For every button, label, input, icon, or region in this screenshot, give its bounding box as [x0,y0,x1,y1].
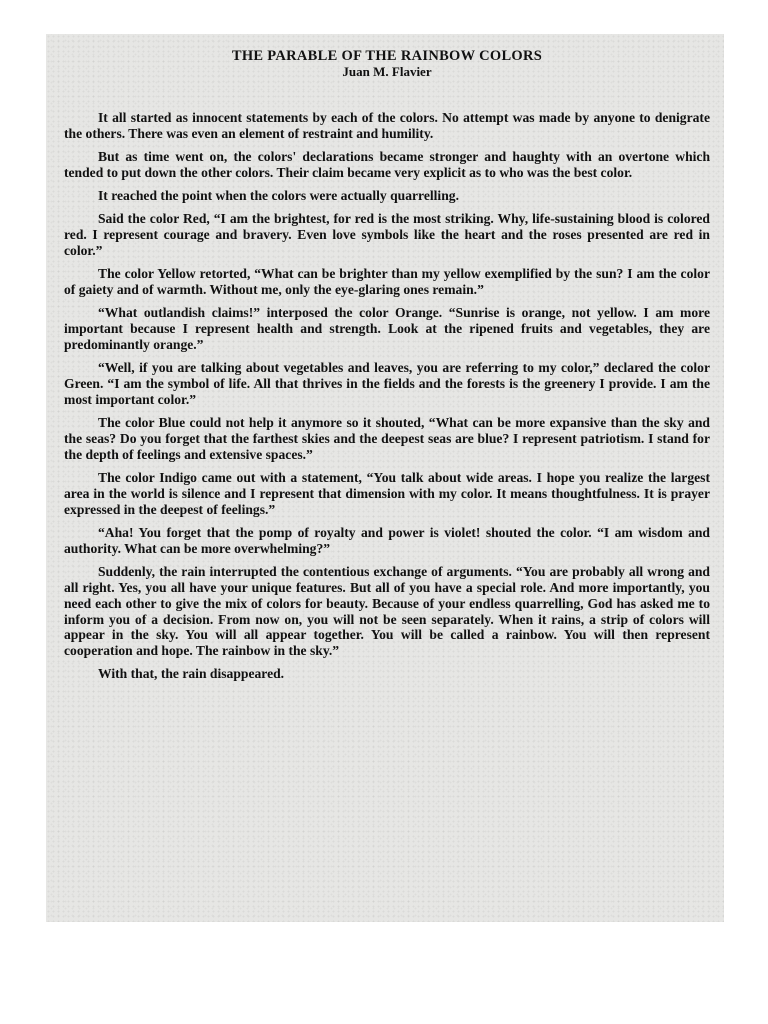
paragraph: The color Yellow retorted, “What can be brighter than my yellow exemplified by the sun? I am the color of gaiety and of warmth. Without me, only the eye-glaring ones remain.” [64,266,710,298]
paragraph: But as time went on, the colors' declarations became stronger and haughty with an overtone which tended to put down the other colors. Their claim became very explicit as to who was the best color. [64,149,710,180]
paragraph: Suddenly, the rain interrupted the contentious exchange of arguments. “You are probably all wrong and all right. Yes, you all have your unique features. But all of you have a special role. And more importantly, you need each other to give the mix of colors for beauty. Because of your endless quarrelling, God has asked me to inform you of a decision. From now on, you will not be seen separately. When it rains, a strip of colors will appear in the sky. You will all appear together. You will be called a rainbow. You will then represent cooperation and hope. The rainbow in the sky.” [64,564,710,659]
paragraph: “Aha! You forget that the pomp of royalty and power is violet! shouted the color. “I am wisdom and authority. What can be more overwhelming?” [64,525,710,556]
document-author: Juan M. Flavier [342,64,432,79]
paragraph: It reached the point when the colors were actually quarrelling. [98,188,459,204]
paragraph: It all started as innocent statements by each of the colors. No attempt was made by anyone to denigrate the others. There was even an element of restraint and humility. [64,110,710,141]
paragraph: Said the color Red, “I am the brightest, for red is the most striking. Why, life-sustaining blood is colored red. I represent courage and bravery. Even love symbols like the heart and the roses presented are red in color.” [64,211,710,259]
paragraph: “What outlandish claims!” interposed the color Orange. “Sunrise is orange, not yellow. I am more important because I represent health and strength. Look at the ripened fruits and vegetables, they are predominantly orange.” [64,305,710,353]
paragraph: With that, the rain disappeared. [98,666,285,682]
paragraph: “Well, if you are talking about vegetables and leaves, you are referring to my color,” declared the color Green. “I am the symbol of life. All that thrives in the fields and the forests is the greenery I provide. I am the most important color.” [64,360,710,407]
paragraph: The color Indigo came out with a statement, “You talk about wide areas. I hope you realize the largest area in the world is silence and I represent that dimension with my color. It means thoughtfulness. It is prayer expressed in the deepest of feelings.” [64,470,710,517]
document-title: THE PARABLE OF THE RAINBOW COLORS [231,48,543,64]
scanned-page [46,34,724,922]
paragraph: The color Blue could not help it anymore so it shouted, “What can be more expansive than the sky and the seas? Do you forget that the farthest skies and the deepest seas are blue? I represent patriotism. I stand for the depth of feelings and extensive spaces.” [64,415,710,462]
